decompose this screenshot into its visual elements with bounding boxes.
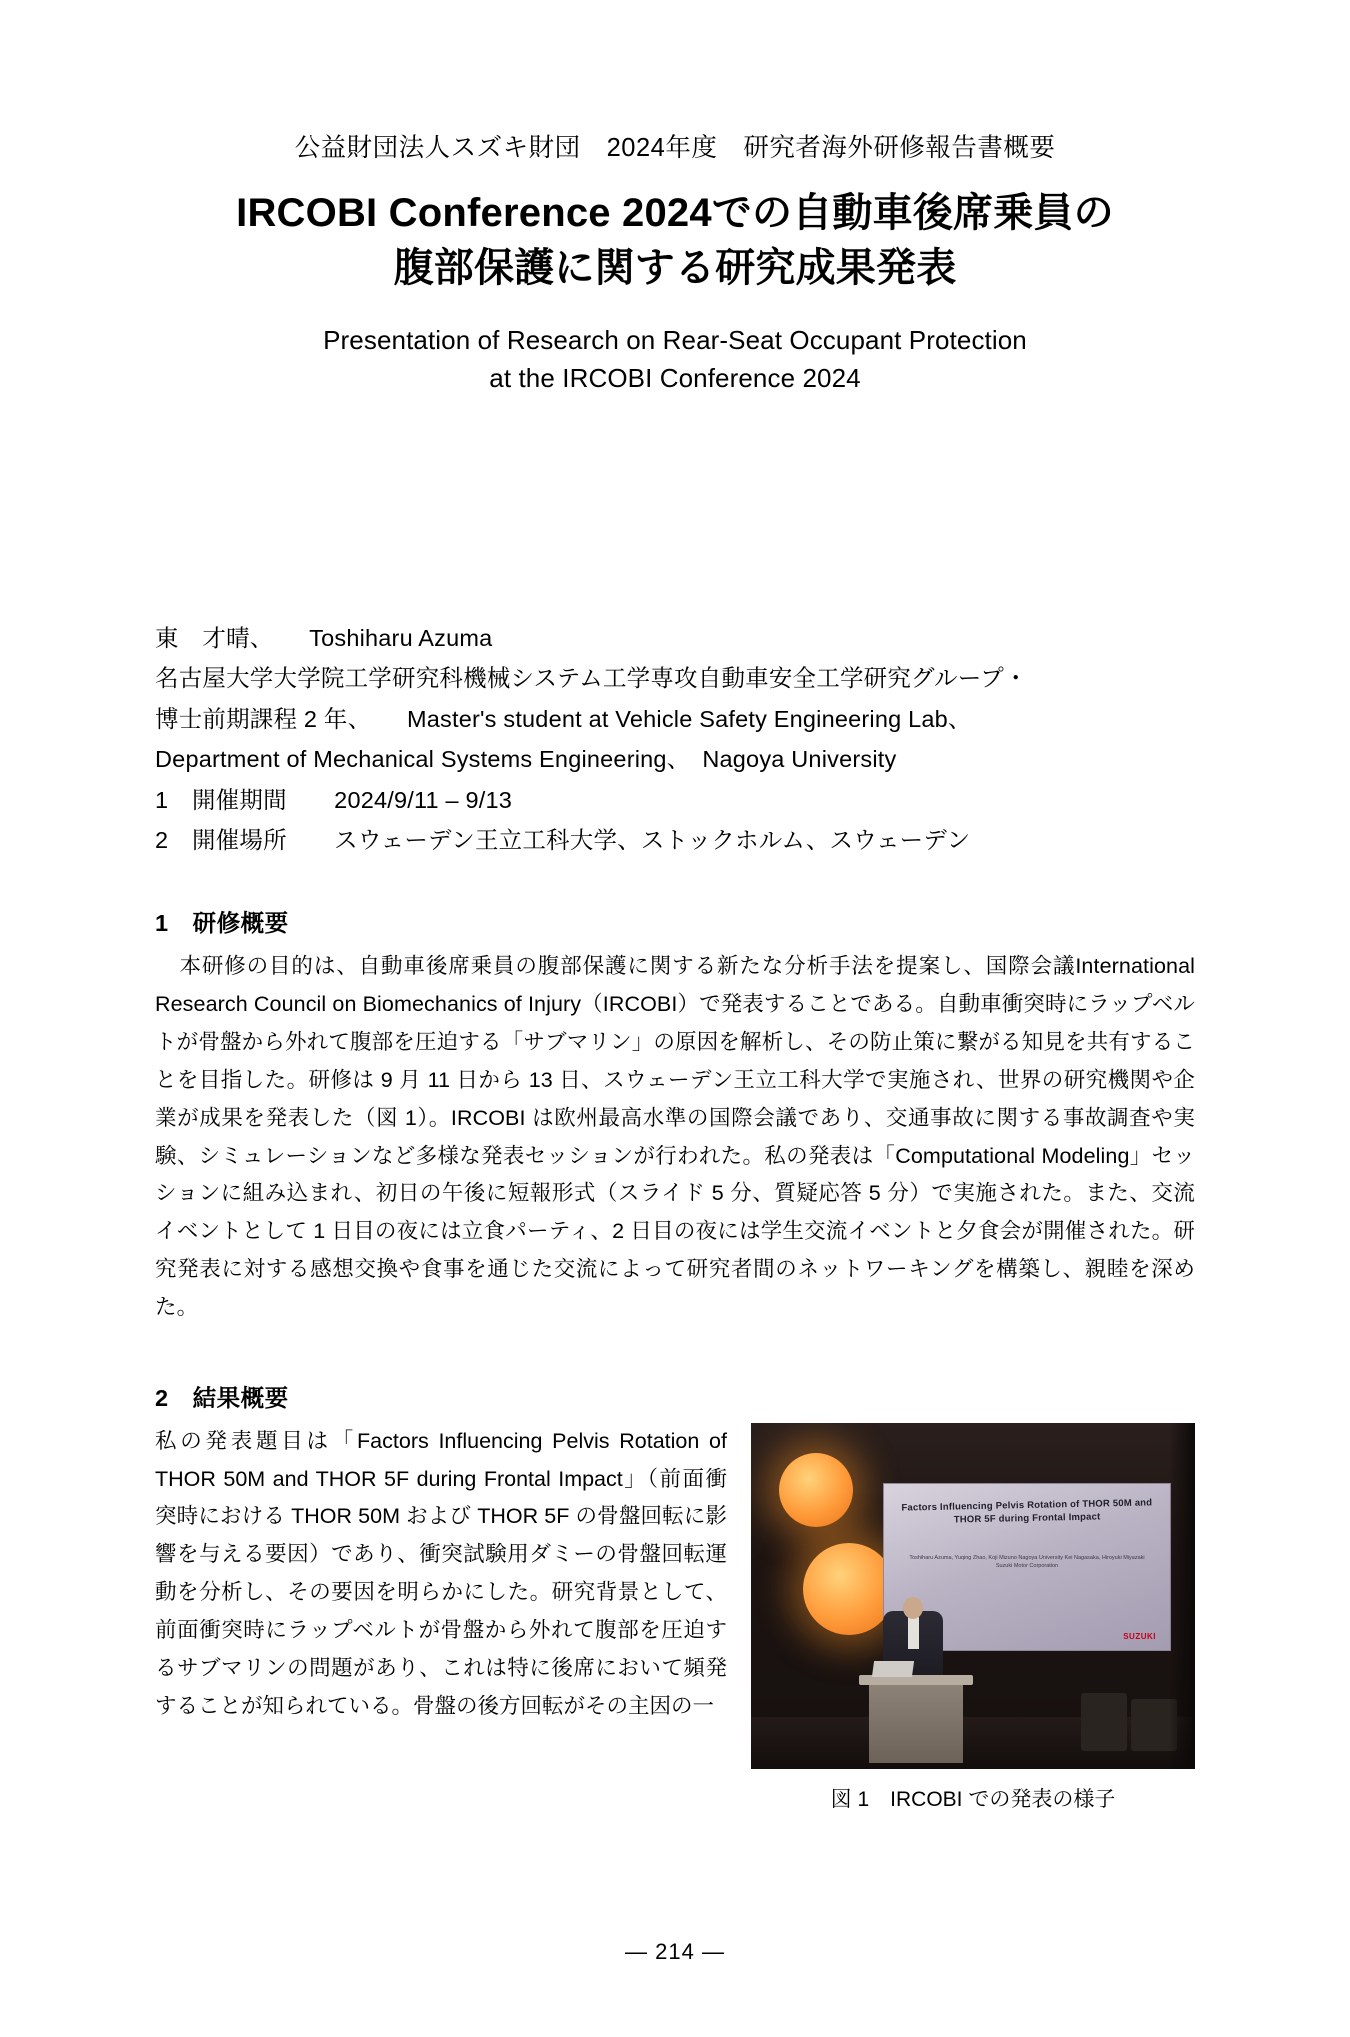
photo-podium: [869, 1683, 963, 1763]
author-affiliation-jp-1: 名古屋大学大学院工学研究科機械システム工学専攻自動車安全工学研究グループ・: [155, 665, 1028, 692]
event-period: 1 開催期間 2024/9/11 – 9/13: [155, 786, 513, 813]
section-overview-body: [155, 948, 1195, 1326]
page-header: [0, 128, 1350, 398]
section-overview-text: 本研修の目的は、自動車後席乗員の腹部保護に関する新たな分析手法を提案し、国際会議International Research Council on Biomechanics of Injury（IRCOBI）で発表することである。自動車衝突時にラップベルトが骨盤から外れて腹部を圧迫する「サブマリン」の原因を解析し、その防止策に繋がる知見を共有することを目指した。研修は 9 月 11 日から 13 日、スウェーデン王立工科大学で実施され、世界の研究機関や企業が成果を発表した（図 1）。IRCOBI は欧州最高水準の国際会議であり、交通事故に関する事故調査や実験、シミュレーションなど多様な発表セッションが行われた。私の発表は「Computational Modeling」セッションに組み込まれ、初日の午後に短報形式（スライド 5 分、質疑応答 5 分）で実施された。また、交流イベントとして 1 日目の夜には立食パーティ、2 日目の夜には学生交流イベントと夕食会が開催された。研究発表に対する感想交換や食事を通じた交流によって研究者間のネットワーキングを構築し、親睦を深めた。: [155, 954, 1195, 1319]
author-affiliation-jp-2: 博士前期課程 2 年、 Master's student at Vehicle Safety Engineering Lab、: [155, 705, 972, 732]
section-overview: [155, 904, 1195, 1326]
event-venue: 2 開催場所 スウェーデン王立工科大学、ストックホルム、スウェーデン: [155, 827, 971, 854]
title-jp-line-1: IRCOBI Conference 2024での自動車後席乗員の: [236, 191, 1114, 235]
section-results-heading: 2 結果概要: [155, 1384, 289, 1411]
page-number: — 214 —: [625, 1939, 725, 1964]
title-en-line-2: at the IRCOBI Conference 2024: [489, 363, 861, 394]
photo-laptop: [872, 1661, 914, 1677]
document-body: [155, 618, 1195, 1823]
author-block: [155, 618, 1195, 860]
author-affiliation-en: Department of Mechanical Systems Engineering、 Nagoya University: [155, 746, 897, 773]
photo-curtain: [1169, 1423, 1195, 1769]
document-page: [0, 128, 1350, 2037]
section-overview-heading: 1 研修概要: [155, 910, 289, 937]
section-results-paragraph: 私の発表題目は「Factors Influencing Pelvis Rotation of THOR 50M and THOR 5F during Frontal Impact」（前面衝突時における THOR 50M および THOR 5F の骨盤回転に影響を与える要因）であり、衝突試験用ダミーの骨盤回転運動を分析し、その要因を明らかにした。研究背景として、前面衝突時にラップベルトが骨盤から外れて腹部を圧迫するサブマリンの問題があり、これは特に後席において頻発することが知られている。骨盤の後方回転がその主因の一: [155, 1428, 727, 1718]
photo-chair-1: [1081, 1693, 1127, 1751]
section-results: [155, 1379, 1195, 1823]
slide-title: Factors Influencing Pelvis Rotation of THOR 50M and THOR 5F during Frontal Impact: [901, 1497, 1153, 1526]
page-subtitle: [0, 322, 1350, 397]
page-title: [0, 186, 1350, 296]
title-en-line-1: Presentation of Research on Rear-Seat Occupant Protection: [323, 325, 1027, 356]
figure-1-caption: 図 1 IRCOBI での発表の様子: [830, 1787, 1116, 1811]
slide-authors: Toshiharu Azuma, Yuqing Zhao, Koji Mizuno Nagoya University Kei Nagasaka, Hiroyuki Miyazaki Suzuki Motor Corporation: [909, 1554, 1145, 1569]
title-jp-line-2: 腹部保護に関する研究成果発表: [393, 246, 957, 291]
section-results-body: [155, 1423, 1195, 1823]
figure-1: [751, 1423, 1195, 1813]
report-kicker: 公益財団法人スズキ財団 2024年度 研究者海外研修報告書概要: [294, 134, 1056, 162]
photo-lamp-upper: [779, 1453, 853, 1527]
figure-1-photo: [751, 1423, 1195, 1769]
photo-lamp-lower: [803, 1543, 895, 1635]
sponsor-logo: SUZUKI: [1123, 1632, 1156, 1642]
photo-floor: [751, 1717, 1195, 1769]
photo-speaker-head: [903, 1597, 923, 1619]
author-name: 東 才晴、 Toshiharu Azuma: [155, 625, 493, 651]
photo-speaker-shirt: [908, 1617, 919, 1649]
